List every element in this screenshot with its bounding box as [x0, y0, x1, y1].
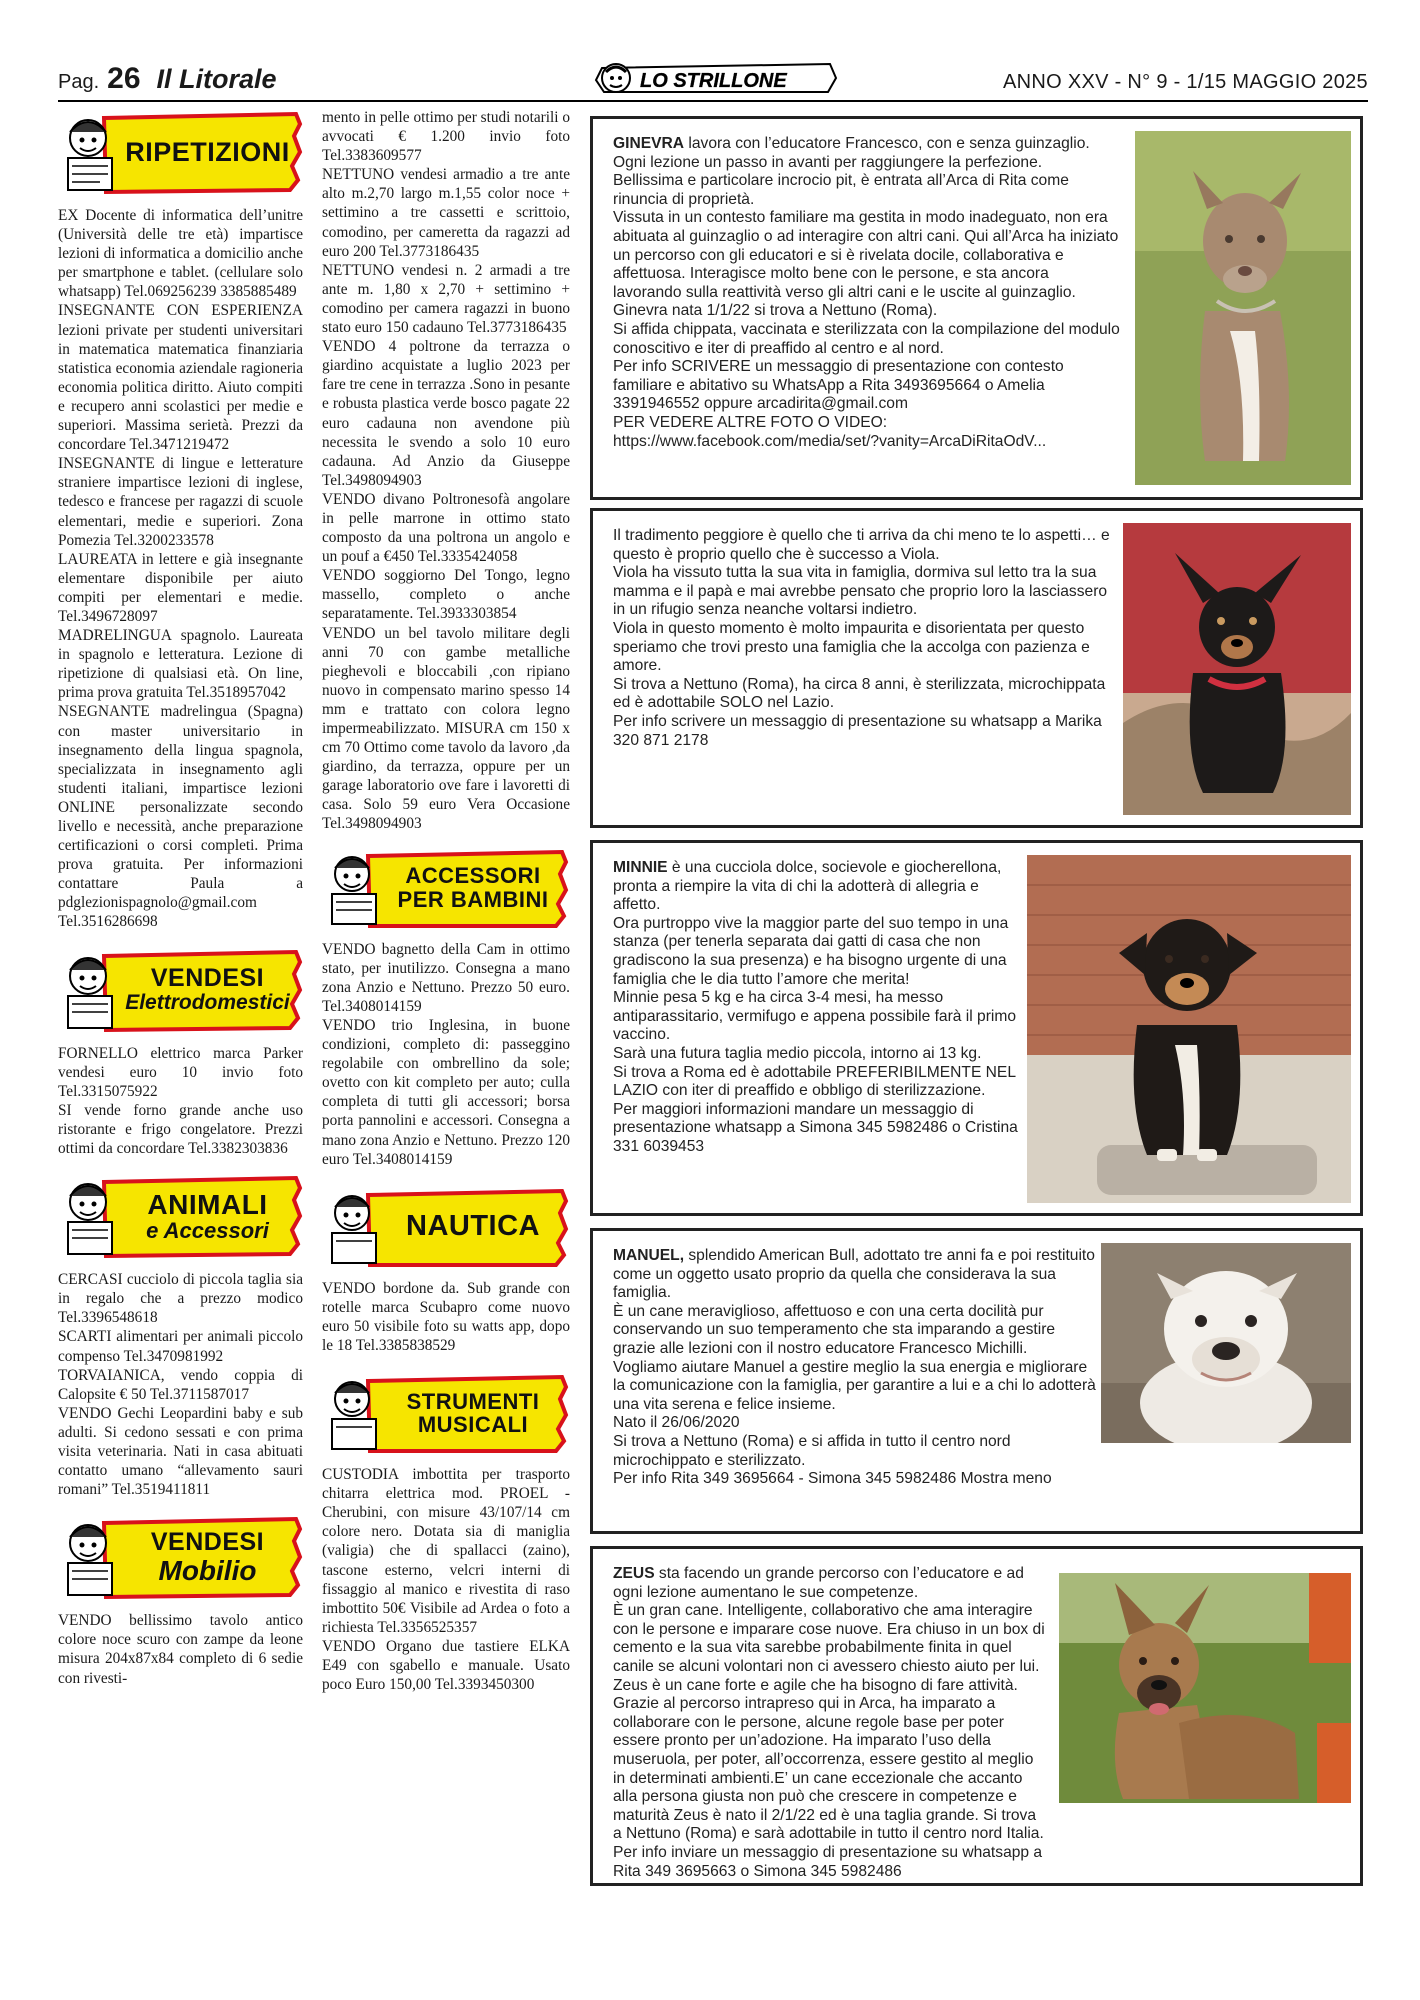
animali-title-2: e Accessori: [146, 1218, 269, 1244]
ripetizioni-title: RIPETIZIONI: [125, 136, 290, 167]
animali-title-1: ANIMALI: [147, 1188, 268, 1220]
dog-name: MINNIE: [613, 859, 668, 876]
ad-item: NSEGNANTE madrelingua (Spagna) con master universitario in insegnamento della lingua spagnola, specializzata in insegnamento agli studenti italiani, impartisce lezioni ONLINE personalizzate secondo livello e necessità, anche preparazione certificazioni o corsi completi. Prima prova gratuita. Per informazioni contattare Paula a pdglezionispagnolo@gmail.com Tel.3516286698: [58, 703, 303, 931]
dog-paragraph: Per maggiori informazioni mandare un messaggio di presentazione whatsapp a Simona 345 5982486 o Cristina 331 6039453: [613, 1100, 1018, 1155]
ad-item: SI vende forno grande anche uso ristorante e frigo congelatore. Prezzi ottimi da concordare Tel.3382303836: [58, 1101, 303, 1158]
dog-paragraph: Bellissima e particolare incrocio pit, è entrata all’Arca di Rita come rinuncia di proprietà.: [613, 172, 1069, 208]
strumenti-title-2: MUSICALI: [417, 1412, 529, 1438]
dog-paragraph: Vissuta in un contesto familiare ma gestita in modo inadeguato, non era abituata al guinzaglio o ad interagire con altri cani. Qui all’Arca ha iniziato un percorso con gli educatori e si è rivelata docile, collaborativa e affettuosa. Interagisce molto bene con le persone, e sta ancora lavorando sulla reattività verso gli altri cani e le uscite al guinzaglio.: [613, 209, 1119, 301]
elettro-title-1: VENDESI: [150, 964, 265, 993]
logo-text: LO STRILLONE: [640, 70, 787, 92]
dog-paragraph: Si trova a Nettuno (Roma) e si affida in tutto il centro nord microchippato e sterilizzato.: [613, 1432, 1011, 1469]
ad-item: CUSTODIA imbottita per trasporto chitarra elettrica mod. PROEL - Cherubini, con misure 43/107/14 cm colore nero. Dotata sia di maniglia (valigia) che di spallacci (zaino), tascone esterno, velcri interni di fissaggio al manico e rivestita di raso imbottito 50€ Visibile ad Ardea o foto a richiesta Tel.3356525357: [322, 1466, 570, 1636]
ad-item: VENDO 4 poltrone da terrazza o giardino acquistate a luglio 2023 per fare tre cene in terrazza .Sono in pesante e robusta plastica verde bosco pagate 22 euro cadauna non avendone più necessita le svendo a solo 10 euro cadauna. Ad Anzio da Giuseppe Tel.3498094903: [322, 338, 571, 489]
ad-item: FORNELLO elettrico marca Parker vendesi euro 10 invio foto Tel.3315075922: [58, 1044, 303, 1100]
bambini-banner: [322, 846, 570, 930]
ad-item: LAUREATA in lettere e già insegnante elementare disponibile per aiuto compiti per elementari e medie. Tel.3496728097: [58, 550, 303, 625]
elettrodomestici-banner: [58, 946, 303, 1034]
dog-paragraph: Minnie pesa 5 kg e ha circa 3-4 mesi, ha messo antiparassitario, vermifugo e appena possibile farà il primo vaccino.: [613, 989, 1017, 1044]
mobilio-banner: [58, 1513, 303, 1601]
dog-paragraph: Nato il 26/06/2020: [613, 1414, 740, 1432]
dog-paragraph: Per info SCRIVERE un messaggio di presentazione con contesto familiare e abitativo su WhatsApp a Rita 3493695664 o Amelia 3391946552 oppure arcadirita@gmail.com: [613, 358, 1064, 413]
dog-paragraph: Viola ha vissuto tutta la sua vita in famiglia, dormiva sul letto tra la sua mamma e il papà e mai avrebbe pensato che proprio loro la lasciassero in un rifugio senza neanche voltarsi indietro.: [613, 564, 1108, 619]
strumenti-title-1: STRUMENTI: [406, 1388, 540, 1414]
dog-paragraph: Ora purtroppo vive la maggior parte del suo tempo in una stanza (per tenerla separata dai gatti di casa che non gradiscono la sua presenza) e ha bisogno urgente di una famiglia che le dia tutto l’amore che merita!: [613, 914, 1009, 988]
lo-strillone-logo: [592, 60, 840, 96]
ad-item: SCARTI alimentari per animali piccolo compenso Tel.3470981992: [58, 1328, 303, 1365]
animali-banner: [58, 1172, 303, 1260]
bambini-title-2: PER BAMBINI: [397, 886, 549, 912]
dog-paragraph: Si affida chippata, vaccinata e sterilizzata con la compilazione del modulo conoscitivo e iter di preaffido al centro e al nord.: [613, 320, 1120, 357]
ad-item: VENDO bagnetto della Cam in ottimo stato, per inutilizzo. Consegna a mano zona Anzio e Nettuno. Prezzo 50 euro. Tel.3408014159: [322, 940, 570, 1015]
dog-paragraph: Zeus è un cane forte e agile che ha bisogno di fare attività. Grazie al percorso intrapreso qui in Arca, ha imparato a collaborare con le persone, alcune regole base per poter essere pronto per un’adozione. Ha imparato l’uso della museruola, per poter, all’occorrenza, essere gestito al meglio in determinati ambienti.E’ un cane eccezionale che accanto alla persona giusta non può che crescere in competenze e maturità Zeus è nato il 2/1/22 ed è una taglia grande. Si trova a Nettuno (Roma) e sarà adottabile in tutto il centro nord Italia. Per info inviare un messaggio di presentazione su whatsapp a Rita 349 3695663 o Simona 345 5982486: [613, 1676, 1044, 1880]
dog-card-minnie: [590, 840, 1363, 1216]
dog-name: GINEVRA: [613, 135, 685, 152]
dog-intro: splendido American Bull, adottato tre anni fa e poi restituito come un oggetto usato proprio da quella che considerava la sua famiglia.: [613, 1247, 1095, 1302]
ad-item: mento in pelle ottimo per studi notarili o avvocati € 1.200 invio foto Tel.3383609577: [322, 109, 570, 165]
dog-name: ZEUS: [613, 1565, 655, 1582]
dog-photo-zeus: [1059, 1573, 1351, 1803]
dog-paragraph: Sarà una futura taglia medio piccola, intorno ai 13 kg.: [613, 1044, 982, 1062]
dog-photo-ginevra: [1135, 131, 1351, 485]
ad-item: VENDO Gechi Leopardini baby e sub adulti. Si cedono sessati e con prima visita veterinaria. Nati in casa abituati contatto umano “allevamento sauri romani” Tel.3519411811: [58, 1404, 303, 1499]
elettro-title-2: Elettrodomestici: [125, 990, 290, 1014]
dog-intro: lavora con l’educatore Francesco, con e senza guinzaglio. Ogni lezione un passo in avanti per raggiungere la perfezione.: [613, 135, 1090, 171]
ad-item: NETTUNO vendesi n. 2 armadi a tre ante m. 1,80 x 2,70 + settimino + comodino per camera ragazzi in buono stato euro 150 cadauno Tel.3773186435: [322, 261, 570, 337]
dog-paragraph: È un gran cane. Intelligente, collaborativo che ama interagire con le persone e imparare cose nuove. Era chiuso in un box di cemento e la sua vita sarebbe probabilmente finita in quel canile se alcuni volontari non ci avessero chiesto aiuto per lui.: [613, 1602, 1045, 1675]
ad-item: VENDO Organo due tastiere ELKA E49 con sgabello e manuale. Usato poco Euro 150,00 Tel.3393450300: [322, 1637, 570, 1694]
ad-item: MADRELINGUA spagnolo. Laureata in spagnolo e letteratura. Lezione di ripetizione di qualsiasi età. On line, prima prova gratuita Tel.3518957042: [58, 627, 303, 702]
dog-paragraph: Il tradimento peggiore è quello che ti arriva da chi meno te lo aspetti… e questo è proprio quello che è successo a Viola.: [613, 527, 1110, 563]
dog-photo-manuel: [1101, 1243, 1351, 1443]
header-left: [58, 62, 277, 96]
issue-info: ANNO XXV - N° 9 - 1/15 MAGGIO 2025: [1003, 71, 1368, 93]
nautica-banner: [322, 1185, 570, 1269]
nautica-title: NAUTICA: [406, 1210, 540, 1243]
header-rule: [58, 100, 1368, 102]
ad-item: EX Docente di informatica dell’unitre (Università delle tre età) impartisce lezioni di informatica a domicilio anche per smartphone e tablet. (cellulare solo whatsapp) Tel.069256239 3385885489: [58, 207, 303, 301]
classifieds-column-2: [322, 108, 570, 1694]
ad-item: INSEGNANTE CON ESPERIENZA lezioni private per studenti universitari in matematica matematica finanziaria statistica economia aziendale ragioneria economia politica diritto. Aiuto compiti e recupero anni scolastici per medie e superiori. Massima serietà. Prezzi da concordare Tel.3471219472: [58, 302, 303, 454]
bambini-title-1: ACCESSORI: [405, 863, 541, 889]
dog-paragraph: Per info Rita 349 3695664 - Simona 345 5982486 Mostra meno: [613, 1470, 1052, 1488]
ripetizioni-banner: [58, 108, 303, 196]
dog-paragraph: Ginevra nata 1/1/22 si trova a Nettuno (Roma).: [613, 302, 938, 320]
ad-item: TORVAIANICA, vendo coppia di Calopsite € 50 Tel.3711587017: [58, 1366, 303, 1403]
dog-intro: sta facendo un grande percorso con l’educatore e ad ogni lezione aumentano le sue competenze.: [613, 1565, 1024, 1601]
dog-card-text: [613, 1247, 1101, 1489]
dog-intro: è una cucciola dolce, socievole e giocherellona, pronta a riempire la vita di chi la adotterà di allegria e affetto.: [613, 859, 1002, 914]
dog-card-text: [613, 527, 1113, 750]
dog-paragraph: PER VEDERE ALTRE FOTO O VIDEO: https://www.facebook.com/media/set/?vanity=ArcaDiRitaOdV...: [613, 413, 1047, 450]
dog-paragraph: È un cane meraviglioso, affettuoso e con una certa docilità pur conservando un suo temperamento che sta imparando a gestire grazie alle lezioni con il nostro educatore Francesco Michilli.: [613, 1302, 1056, 1357]
ad-item: NETTUNO vendesi armadio a tre ante alto m.2,70 largo m.1,55 color noce + settimino a tre cassetti e scrittoio, comodino, per cameretta da ragazzi ad euro 200 Tel.3773186435: [322, 166, 570, 260]
dog-name: MANUEL,: [613, 1247, 685, 1264]
dog-paragraph: Vogliamo aiutare Manuel a gestire meglio la sua energia e migliorare la comunicazione con la famiglia, per garantire a lui e a chi lo adotterà una vita serena e felice insieme.: [613, 1358, 1096, 1413]
dog-paragraph: Viola in questo momento è molto impaurita e disorientata per questo speriamo che trovi presto una famiglia che la accolga con pazienza e amore.: [613, 619, 1090, 675]
page-label: Pag.: [58, 71, 100, 93]
page-number: 26: [107, 62, 141, 95]
ad-item: VENDO trio Inglesina, in buone condizioni, completo di: passeggino regolabile con ombrellino da sole; ovetto con kit completo per auto; culla completa di tutti gli accessori; borsa porta pannolini e accessori. Consegna a mano zona Anzio e Nettuno. Prezzo 120 euro Tel.3408014159: [322, 1016, 570, 1168]
dog-paragraph: Per info scrivere un messaggio di presentazione su whatsapp a Marika 320 871 2178: [613, 712, 1102, 749]
dog-card-manuel: [590, 1228, 1363, 1534]
mobilio-title-2: Mobilio: [158, 1554, 257, 1586]
ad-item: VENDO un bel tavolo militare degli anni 70 con gambe metalliche pieghevoli e bloccabili ,con ripiano nuovo in compensato marino spesso 14 mm e trattato con colora legno impermeabilizzato. MISURA cm 150 x cm 70 Ottimo come tavolo da lavoro ,da giardino, da terrazza, oppure per un garage laboratorio ove fare i lavoretti di casa. Solo 59 euro Vera Occasione Tel.3498094903: [322, 624, 570, 833]
ad-item: VENDO divano Poltronesofà angolare in pelle marrone in ottimo stato composto da una poltrona un angolo e un pouf a €450 Tel.3335424058: [322, 490, 570, 566]
dog-card-zeus: [590, 1546, 1363, 1886]
dog-photo-minnie: [1027, 855, 1351, 1203]
page-header: [58, 56, 1368, 102]
dog-card-text: [613, 859, 1023, 1157]
ad-item: VENDO soggiorno Del Tongo, legno massello, completo o anche separatamente. Tel.3933303854: [322, 567, 570, 623]
dog-paragraph: Si trova a Nettuno (Roma), ha circa 8 anni, è sterilizzata, microchippata ed è adottabile SOLO nel Lazio.: [613, 675, 1106, 712]
dog-card-text: [613, 1565, 1049, 1881]
classifieds-column-1: [58, 108, 303, 1688]
mobilio-title-1: VENDESI: [150, 1528, 265, 1557]
dog-card-text: [613, 135, 1121, 451]
ad-item: VENDO bordone da. Sub grande con rotelle marca Scubapro come nuovo euro 50 visibile foto su watts app, dopo le 18 Tel.3385838529: [322, 1279, 570, 1354]
dog-card-viola: [590, 508, 1363, 828]
dog-photo-viola: [1123, 523, 1351, 815]
strumenti-banner: [322, 1371, 570, 1455]
dog-paragraph: Si trova a Roma ed è adottabile PREFERIBILMENTE NEL LAZIO con iter di preaffido e obbligo di sterilizzazione.: [613, 1063, 1016, 1100]
ad-item: VENDO bellissimo tavolo antico colore noce scuro con zampe da leone misura 204x87x84 completo di 6 sedie con rivesti-: [58, 1612, 303, 1687]
ad-item: CERCASI cucciolo di piccola taglia sia in regalo che a prezzo modico Tel.3396548618: [58, 1271, 303, 1327]
ad-item: INSEGNANTE di lingue e letterature straniere impartisce lezioni di inglese, tedesco e francese per ragazzi di scuole elementari, medie e superiori. Zona Pomezia Tel.3200233578: [58, 455, 303, 549]
dog-card-ginevra: [590, 116, 1363, 500]
newspaper-name: Il Litorale: [156, 64, 277, 94]
